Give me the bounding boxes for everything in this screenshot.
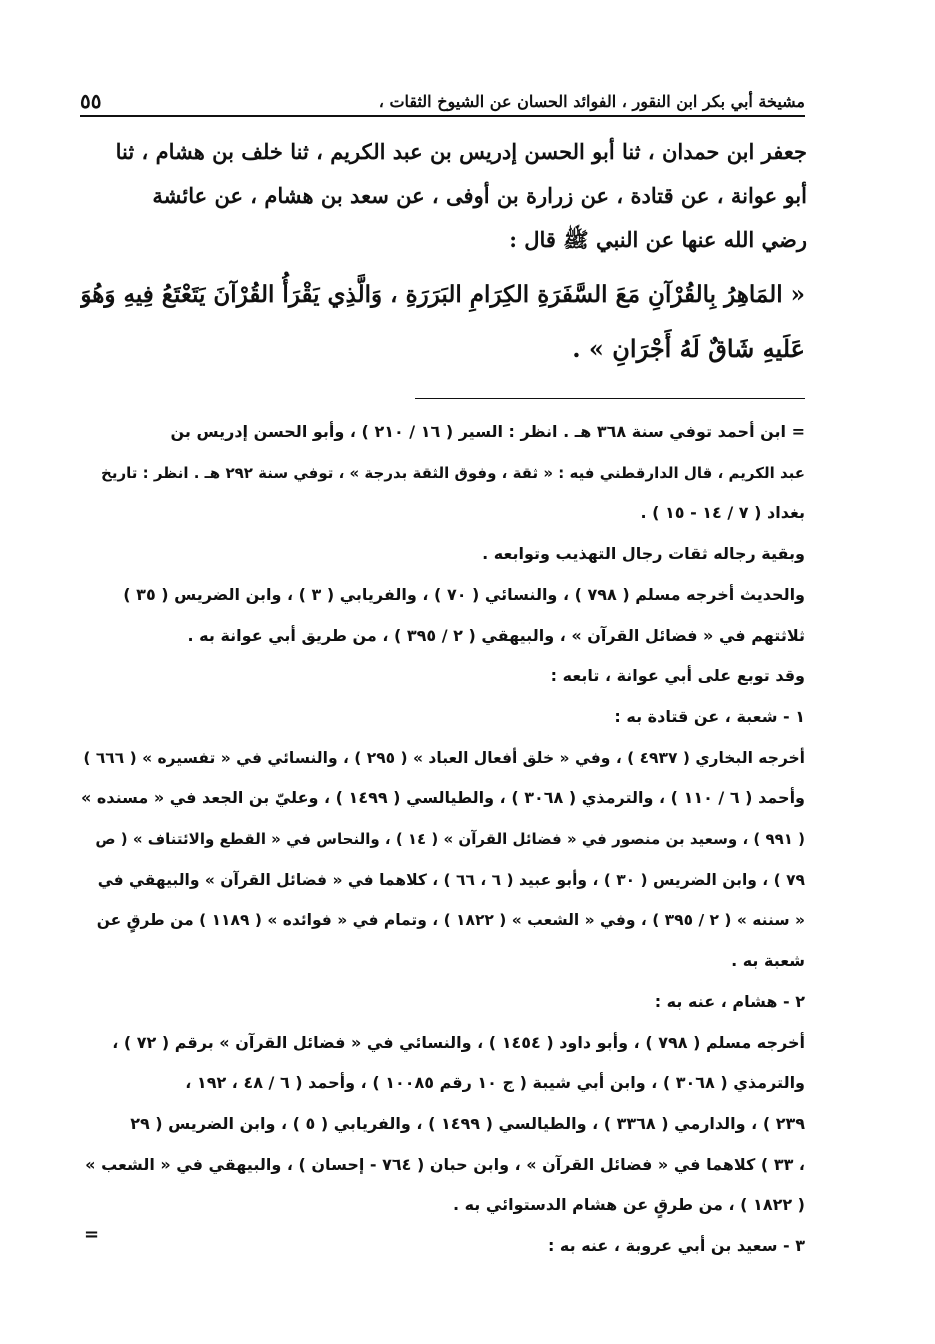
- footnote-line: والترمذي ( ٣٠٦٨ ) ، وابن أبي شيبة ( ج ١٠ رقم ١٠٠٨٥ ) ، وأحمد ( ٦ / ٤٨ ، ١٩٢ ،: [185, 1073, 805, 1093]
- footnote-line: ( ٩٩١ ) ، وسعيد بن منصور في « فضائل القرآن » ( ١٤ ) ، والنحاس في « القطع والائتناف » ( ص: [95, 830, 805, 849]
- footnote-line: ٣ - سعيد بن أبي عروبة ، عنه به :: [547, 1236, 805, 1256]
- footnote-separator: [415, 398, 805, 399]
- footnote-line: والحديث أخرجه مسلم ( ٧٩٨ ) ، والنسائي ( ٧٠ ) ، والفريابي ( ٣ ) ، وابن الضريس ( ٣٥ ): [123, 584, 805, 604]
- hadith-line: عَلَيهِ شَاقٌ لَهُ أَجْرَانِ » .: [572, 334, 805, 363]
- footnote-line: ٧٩ ) ، وابن الضريس ( ٣٠ ) ، وأبو عبيد ( ٦ ، ٦٦ ) ، كلاهما في « فضائل القرآن » والبيهقي في: [97, 870, 805, 889]
- running-title: مشيخة أبي بكر ابن النقور ، الفوائد الحسان عن الشيوخ الثقات ،: [378, 91, 805, 111]
- header-rule: [80, 115, 805, 117]
- hadith-line: « المَاهِرُ بِالقُرْآنِ مَعَ السَّفَرَةِ الكِرَامِ البَرَرَةِ ، وَالَّذِي يَقْرَأُ القُرْآنَ يَتَعْتَعُ فِيهِ وَهُوَ: [80, 281, 805, 308]
- page-number: ٥٥: [80, 89, 102, 113]
- main-text-line: رضي الله عنها عن النبي ﷺ قال :: [509, 227, 807, 252]
- continuation-mark: =: [84, 1224, 100, 1245]
- footnote-line: ٢ - هشام ، عنه به :: [654, 991, 805, 1011]
- footnote-line: أخرجه مسلم ( ٧٩٨ ) ، وأبو داود ( ١٤٥٤ ) ، والنسائي في « فضائل القرآن » برقم ( ٧٢ ) ،: [112, 1032, 805, 1052]
- footnote-line: « سننه » ( ٢ / ٣٩٥ ) ، وفي « الشعب » ( ١٨٢٢ ) ، وتمام في « فوائده » ( ١١٨٩ ) من طرقٍ عن: [96, 911, 805, 930]
- footnote-line: بغداد ( ٧ / ١٤ - ١٥ ) .: [640, 503, 805, 523]
- hadith-text: [80, 268, 805, 376]
- footnote-line: ، ٣٣ ) كلاهما في « فضائل القرآن » ، وابن حبان ( ٧٦٤ - إحسان ) ، والبيهقي في « الشعب »: [85, 1154, 805, 1174]
- footnotes: [80, 412, 805, 1267]
- footnote-line: وبقية رجاله ثقات رجال التهذيب وتوابعه .: [482, 544, 805, 564]
- footnote-line: عبد الكريم ، قال الدارقطني فيه : « ثقة ، وفوق الثقة بدرجة » ، توفي سنة ٢٩٢ هـ . انظر : تاريخ: [101, 463, 805, 482]
- footnote-line: وقد توبع على أبي عوانة ، تابعه :: [550, 666, 805, 686]
- footnote-line: ٢٣٩ ) ، والدارمي ( ٣٣٦٨ ) ، والطيالسي ( ١٤٩٩ ) ، والفريابي ( ٥ ) ، وابن الضريس ( ٢٩: [130, 1113, 805, 1133]
- main-text: [80, 130, 807, 262]
- footnote-line: ١ - شعبة ، عن قتادة به :: [614, 706, 805, 726]
- footnote-line: وأحمد ( ٦ / ١١٠ ) ، والترمذي ( ٣٠٦٨ ) ، والطيالسي ( ١٤٩٩ ) ، وعليّ بن الجعد في « مسنده »: [80, 788, 805, 808]
- footnote-line: شعبة به .: [731, 951, 805, 971]
- main-text-line: جعفر ابن حمدان ، ثنا أبو الحسن إدريس بن عبد الكريم ، ثنا خلف بن هشام ، ثنا: [115, 139, 807, 164]
- footnote-line: = ابن أحمد توفي سنة ٣٦٨ هـ . انظر : السير ( ١٦ / ٢١٠ ) ، وأبو الحسن إدريس بن: [170, 422, 805, 441]
- footnote-line: ( ١٨٢٢ ) ، من طرقٍ عن هشام الدستوائي به .: [452, 1195, 805, 1215]
- footnote-line: أخرجه البخاري ( ٤٩٣٧ ) ، وفي « خلق أفعال العباد » ( ٢٩٥ ) ، والنسائي في « تفسيره » ( ٦٦٦ ): [83, 748, 805, 767]
- running-header: [80, 84, 805, 118]
- footnote-line: ثلاثتهم في « فضائل القرآن » ، والبيهقي ( ٢ / ٣٩٥ ) ، من طريق أبي عوانة به .: [187, 625, 805, 645]
- main-text-line: أبو عوانة ، عن قتادة ، عن زرارة بن أوفى ، عن سعد بن هشام ، عن عائشة: [152, 183, 807, 208]
